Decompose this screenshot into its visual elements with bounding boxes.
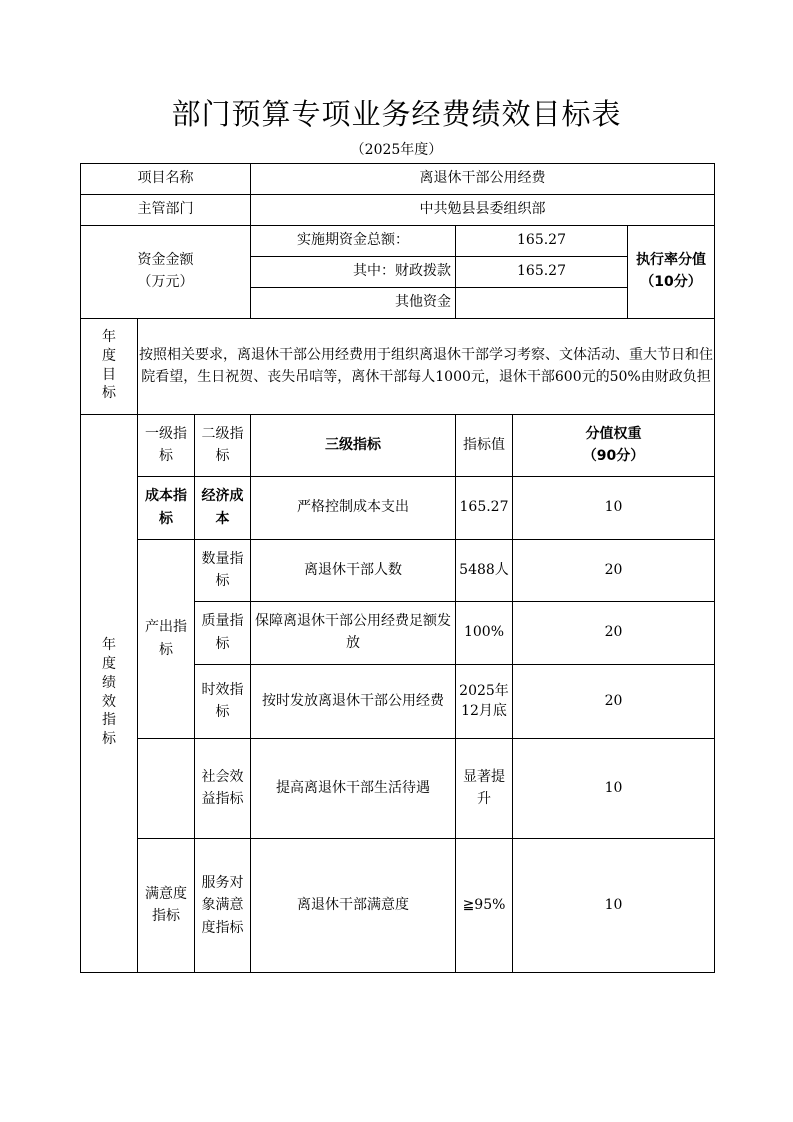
benefit-level1	[138, 739, 195, 839]
department-label: 主管部门	[81, 195, 251, 226]
funds-fiscal-value: 165.27	[456, 257, 628, 288]
output-quantity-level2	[195, 540, 251, 602]
exec-rate-label	[628, 226, 715, 319]
satisfaction-level2	[195, 839, 251, 973]
department-value: 中共勉县县委组织部	[251, 195, 715, 226]
funds-total-row	[81, 226, 715, 257]
cost-level2	[195, 477, 251, 540]
benefit-value	[456, 739, 513, 839]
benefit-weight: 10	[513, 739, 715, 839]
output-quality-level2	[195, 602, 251, 665]
benefit-level2	[195, 739, 251, 839]
output-quality-weight: 20	[513, 602, 715, 665]
satisfaction-row	[81, 839, 715, 973]
header-level3: 三级指标	[251, 415, 456, 477]
header-weight-line2: （90分）	[582, 447, 645, 464]
exec-rate-line2: （10分）	[640, 274, 702, 290]
cost-level3: 严格控制成本支出	[251, 477, 456, 540]
funds-other-label: 其他资金	[251, 288, 456, 319]
funds-label	[81, 226, 251, 319]
output-time-level3: 按时发放离退休干部公用经费	[251, 665, 456, 739]
department-row	[81, 195, 715, 226]
fiscal-year: （2025年度）	[350, 142, 443, 158]
header-level2	[195, 415, 251, 477]
satisfaction-value: ≧95%	[456, 839, 513, 973]
output-time-value-text: 2025年12月底	[459, 682, 509, 719]
satisfaction-level3: 离退休干部满意度	[251, 839, 456, 973]
annual-target-label	[81, 319, 138, 415]
indicator-section-label-text: 年度绩效指标	[102, 636, 116, 748]
funds-total-value: 165.27	[456, 226, 628, 257]
output-time-value	[456, 665, 513, 739]
cost-level2-text: 经济成本	[201, 488, 244, 527]
satisfaction-level1	[138, 839, 195, 973]
project-value: 离退休干部公用经费	[251, 164, 715, 195]
funds-fiscal-label: 其中：财政拨款	[251, 257, 456, 288]
output-quality-level3: 保障离退休干部公用经费足额发放	[251, 602, 456, 665]
benefit-level2-text: 社会效益指标	[201, 768, 244, 808]
satisfaction-weight: 10	[513, 839, 715, 973]
output-time-weight: 20	[513, 665, 715, 739]
benefit-level3: 提高离退休干部生活待遇	[251, 739, 456, 839]
funds-total-label: 实施期资金总额：	[251, 226, 456, 257]
benefit-row	[81, 739, 715, 839]
output-time-level2	[195, 665, 251, 739]
cost-row	[81, 477, 715, 540]
output-quality-value: 100%	[456, 602, 513, 665]
cost-level1	[138, 477, 195, 540]
project-label: 项目名称	[81, 164, 251, 195]
funds-label-line2: （万元）	[137, 274, 194, 290]
output-quantity-level3: 离退休干部人数	[251, 540, 456, 602]
header-level1-text: 一级指标	[145, 425, 187, 465]
output-quantity-level2-text: 数量指标	[201, 550, 244, 590]
header-weight	[513, 415, 715, 477]
satisfaction-level1-text: 满意度指标	[145, 885, 187, 925]
exec-rate-line1: 执行率分值	[636, 252, 706, 269]
performance-table	[80, 163, 715, 973]
cost-value: 165.27	[456, 477, 513, 540]
annual-target-row	[81, 319, 715, 415]
funds-label-line1: 资金金额	[137, 252, 194, 269]
header-level2-text: 二级指标	[201, 425, 244, 465]
indicator-section-label	[81, 415, 138, 973]
output-level1	[138, 540, 195, 739]
page-title: 部门预算专项业务经费绩效目标表	[171, 97, 622, 131]
annual-target-text: 按照相关要求，离退休干部公用经费用于组织离退休干部学习考察、文体活动、重大节日和住院看望，生日祝贺、丧失吊唁等，离休干部每人1000元，退休干部600元的50%由财政负担	[138, 319, 715, 415]
annual-target-label-text: 年度目标	[102, 328, 116, 402]
header-level1	[138, 415, 195, 477]
benefit-value-text: 显著提升	[463, 768, 505, 808]
satisfaction-level2-text: 服务对象满意度指标	[201, 874, 244, 936]
output-quantity-value: 5488人	[456, 540, 513, 602]
header-weight-line1: 分值权重	[585, 425, 642, 442]
indicator-header-row	[81, 415, 715, 477]
output-quantity-weight: 20	[513, 540, 715, 602]
output-time-level2-text: 时效指标	[201, 681, 244, 721]
header-value: 指标值	[456, 415, 513, 477]
output-quantity-row	[81, 540, 715, 602]
cost-level1-text: 成本指标	[145, 488, 187, 527]
output-level1-text: 产出指标	[145, 619, 187, 658]
funds-other-value	[456, 288, 628, 319]
output-quality-level2-text: 质量指标	[201, 613, 244, 652]
project-row	[81, 164, 715, 195]
cost-weight: 10	[513, 477, 715, 540]
